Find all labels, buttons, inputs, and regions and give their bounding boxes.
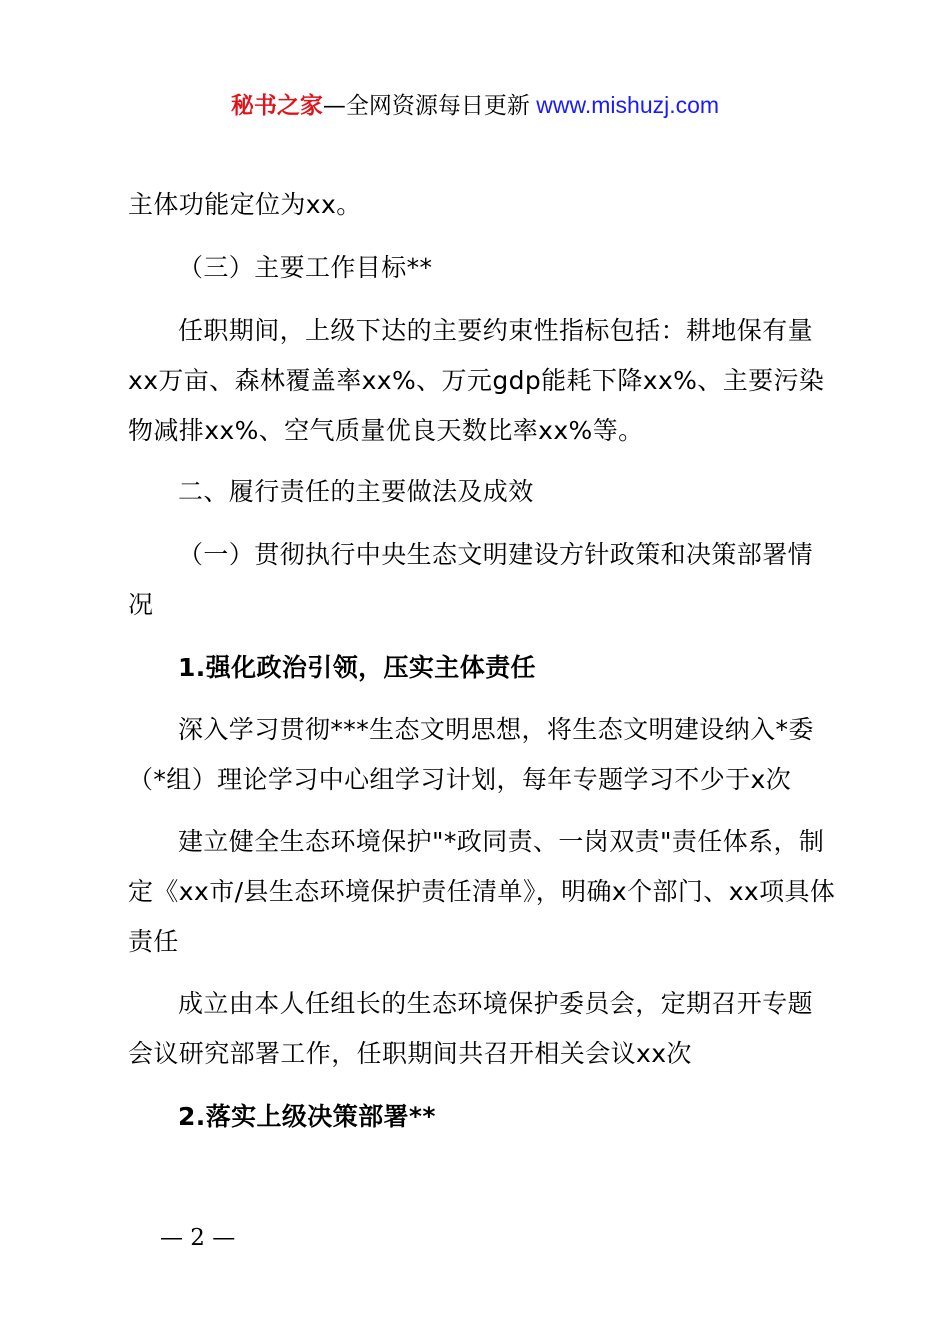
page-number: — 2 — xyxy=(160,1225,236,1251)
paragraph-binding-indicators: 任职期间，上级下达的主要约束性指标包括：耕地保有量xx万亩、森林覆盖率xx%、万元gdp能耗下降xx%、主要污染物减排xx%、空气质量优良天数比率xx%等。 xyxy=(128,316,825,445)
header-slogan: —全网资源每日更新 xyxy=(322,93,530,119)
paragraph-function-position: 主体功能定位为xx。 xyxy=(128,190,362,219)
paragraph-study-thought: 深入学习贯彻***生态文明思想，将生态文明建设纳入*委（*组）理论学习中心组学习计划，每年专题学习不少于x次 xyxy=(128,715,814,794)
section-heading-practices: 二、履行责任的主要做法及成效 xyxy=(178,477,534,506)
site-header xyxy=(0,88,950,123)
brand-name: 秘书之家 xyxy=(230,93,323,119)
paragraph-committee: 成立由本人任组长的生态环境保护委员会，定期召开专题会议研究部署工作，任职期间共召开相关会议xx次 xyxy=(128,989,814,1068)
subheading-implement-decisions: 2.落实上级决策部署** xyxy=(178,1102,436,1131)
paragraph-responsibility-system: 建立健全生态环境保护"*政同责、一岗双责"责任体系，制定《xx市/县生态环境保护责任清单》，明确x个部门、xx项具体责任 xyxy=(128,827,836,956)
subheading-political-leadership: 1.强化政治引领，压实主体责任 xyxy=(178,653,536,682)
section-heading-main-goals: （三）主要工作目标** xyxy=(178,253,433,282)
section-heading-implementation: （一）贯彻执行中央生态文明建设方针政策和决策部署情况 xyxy=(128,540,814,619)
header-url-link[interactable]: www.mishuzj.com xyxy=(529,92,720,118)
